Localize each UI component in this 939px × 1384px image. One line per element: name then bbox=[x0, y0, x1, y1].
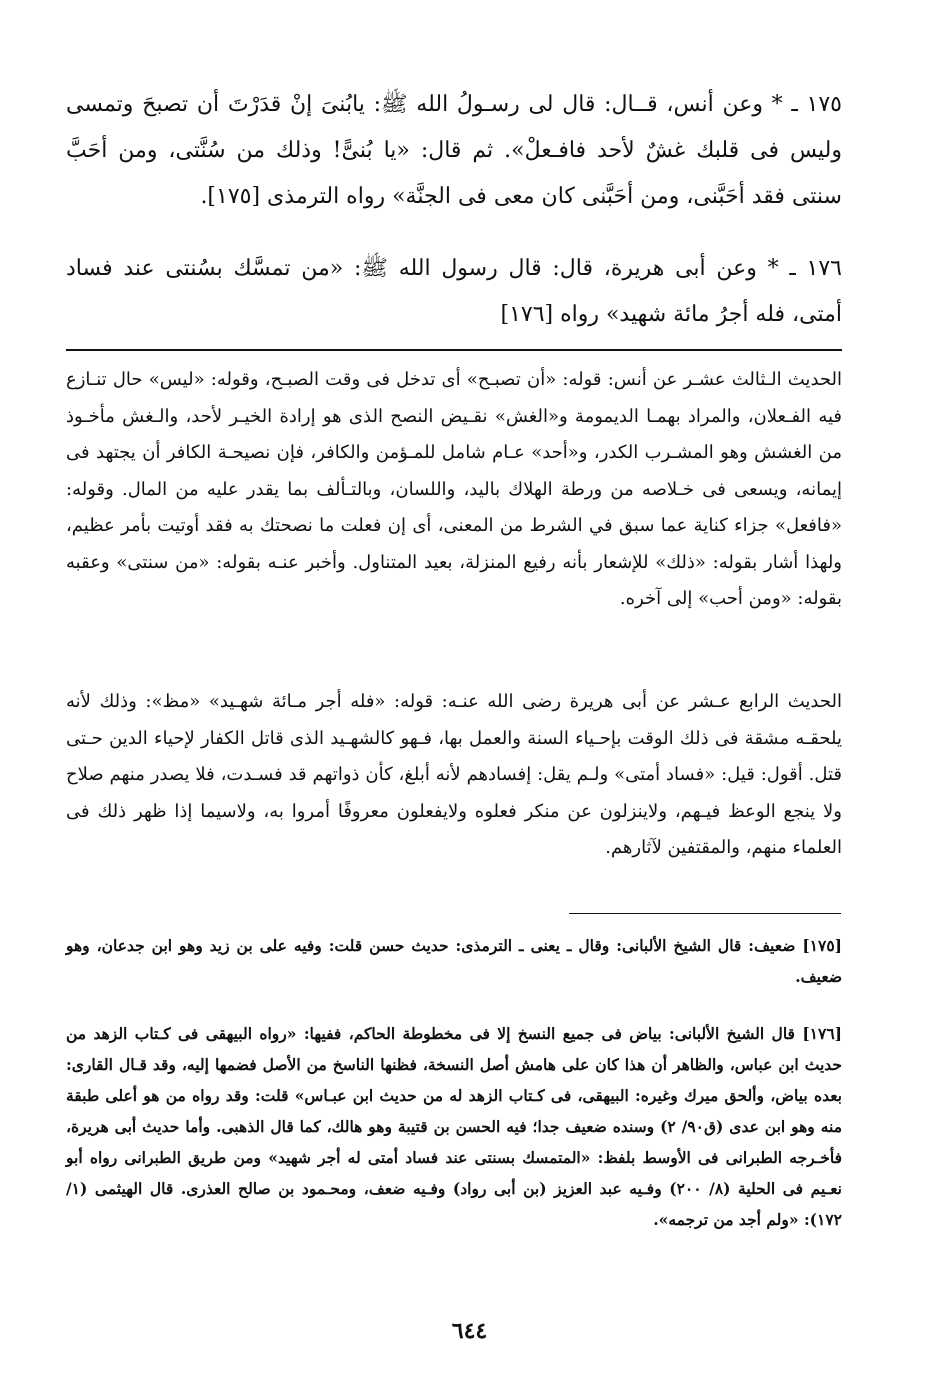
footnote-175: [١٧٥] ضعيف: قال الشيخ الألبانى: وقال ـ يعنى ـ الترمذى: حديث حسن قلت: وفيه على بن زيد وهو ابن جدعان، وهو ضعيف. bbox=[66, 936, 842, 986]
commentary-hadith-13: الحديث الـثالث عشـر عن أنس: قوله: «أن تصبـح» أى تدخل فى وقت الصبـح، وقوله: «ليس» حال تنـازع فيه الفـعلان، والمراد بهمـا الديمومة و«الغش» نقـيض النصح الذى هو إرادة الخيـر لأحد، والـغش مأخـوذ من الغشش وهو المشـرب الكدر، و«أحد» عـام شامل للمـؤمن والكافر، فإن نصيحـة الكافر أن يجتهد فى إيمانه، ويسعى فى خـلاصه من ورطة الهلاك باليد، واللسان، وبالتـألف بما يقدر عليه من المال. وقوله: «فافعل» جزاء كناية عما سبق في الشرط من المعنى، أى إن فعلت ما نصحتك به فقد أوتيت بأمر عظيم، ولهذا أشار بقوله: «ذلك» للإشعار بأنه رفيع المنزلة، بعيد المتناول. وأخبر عنـه بقوله: «من سنتى» وعقبه بقوله: «ومن أحب» إلى آخره. bbox=[66, 369, 842, 609]
hadith-176: ١٧٦ ـ * وعن أبى هريرة، قال: قال رسول الله ﷺ: «من تمسَّك بسُنتى عند فساد أمتى، فله أجرُ مائة شهيد» رواه [١٧٦] bbox=[66, 256, 842, 327]
main-separator-line bbox=[66, 349, 842, 351]
commentary-hadith-14: الحديث الرابع عـشر عن أبى هريرة رضى الله عنـه: قوله: «فله أجر مـائة شهـيد» «مظ»: وذلك لأنه يلحقـه مشقة فى ذلك الوقت بإحـياء السنة والعمل بها، فـهو كالشهـيد الذى قاتل الكفار لإحياء الدين حـتى قتل. أقول: قيل: «فساد أمتى» ولـم يقل: إفسادهم لأنه أبلغ، كأن ذواتهم قد فسـدت، فلا يصدر منهم صلاح ولا ينجع الوعظ فيـهم، ولاينزلون عن منكر فعلوه ولايفعلون معروفًا أمروا به، ولاسيما إذا ظهر ذلك فى العلماء منهم، والمقتفين لآثارهم. bbox=[66, 691, 842, 858]
footnote-176: [١٧٦] قال الشيخ الألبانى: بياض فى جميع النسخ إلا فى مخطوطة الحاكم، ففيها: «رواه البيهقى فى كـتاب الزهد من حديث ابن عباس، والظاهر أن هذا كان على هامش أصل النسخة، فظنها الناسخ من الأصل فضمها إليه، وقد قـال القارى: بعده بياض، وألحق ميرك وغيره: البيهقى، فى كـتاب الزهد له من حديث ابن عبـاس» قلت: وقد رواه من هو أعلى طبقة منه وهو ابن عدى (ق٩٠/ ٢) وسنده ضعيف جدا؛ فيه الحسن بن قتيبة وهو هالك، كما قال الذهبى. وأما حديث أبى هريرة، فأخـرجه الطبرانى فى الأوسط بلفظ: «المتمسك بسنتى عند فساد أمتى له أجر شهيد» ومن طريق الطبرانى رواه أبو نعـيم فى الحلية (٨/ ٢٠٠) وفـيه عبد العزيز (بن أبى رواد) وفـيه ضعف، ومحـمود بن صالح العذرى. قال الهيثمى (١/ ١٧٢): «ولم أجد من ترجمه». bbox=[66, 1024, 843, 1229]
page-number: ٦٤٤ bbox=[451, 1318, 488, 1344]
footnote-separator-line bbox=[569, 913, 841, 914]
hadith-175: ١٧٥ ـ * وعن أنس، قــال: قال لى رسـولُ الله ﷺ: يابُنىَ إنْ قدَرْتَ أن تصبحَ وتمسى وليس فى قلبك غشٌ لأحد فافـعلْ». ثم قال: «يا بُنىًّ! وذلك من سُنَّتى، ومن أحَبَّ سنتى فقد أحَبَّنى، ومن أحَبَّنى كان معى فى الجنَّة» رواه الترمذى [١٧٥]. bbox=[66, 92, 842, 209]
